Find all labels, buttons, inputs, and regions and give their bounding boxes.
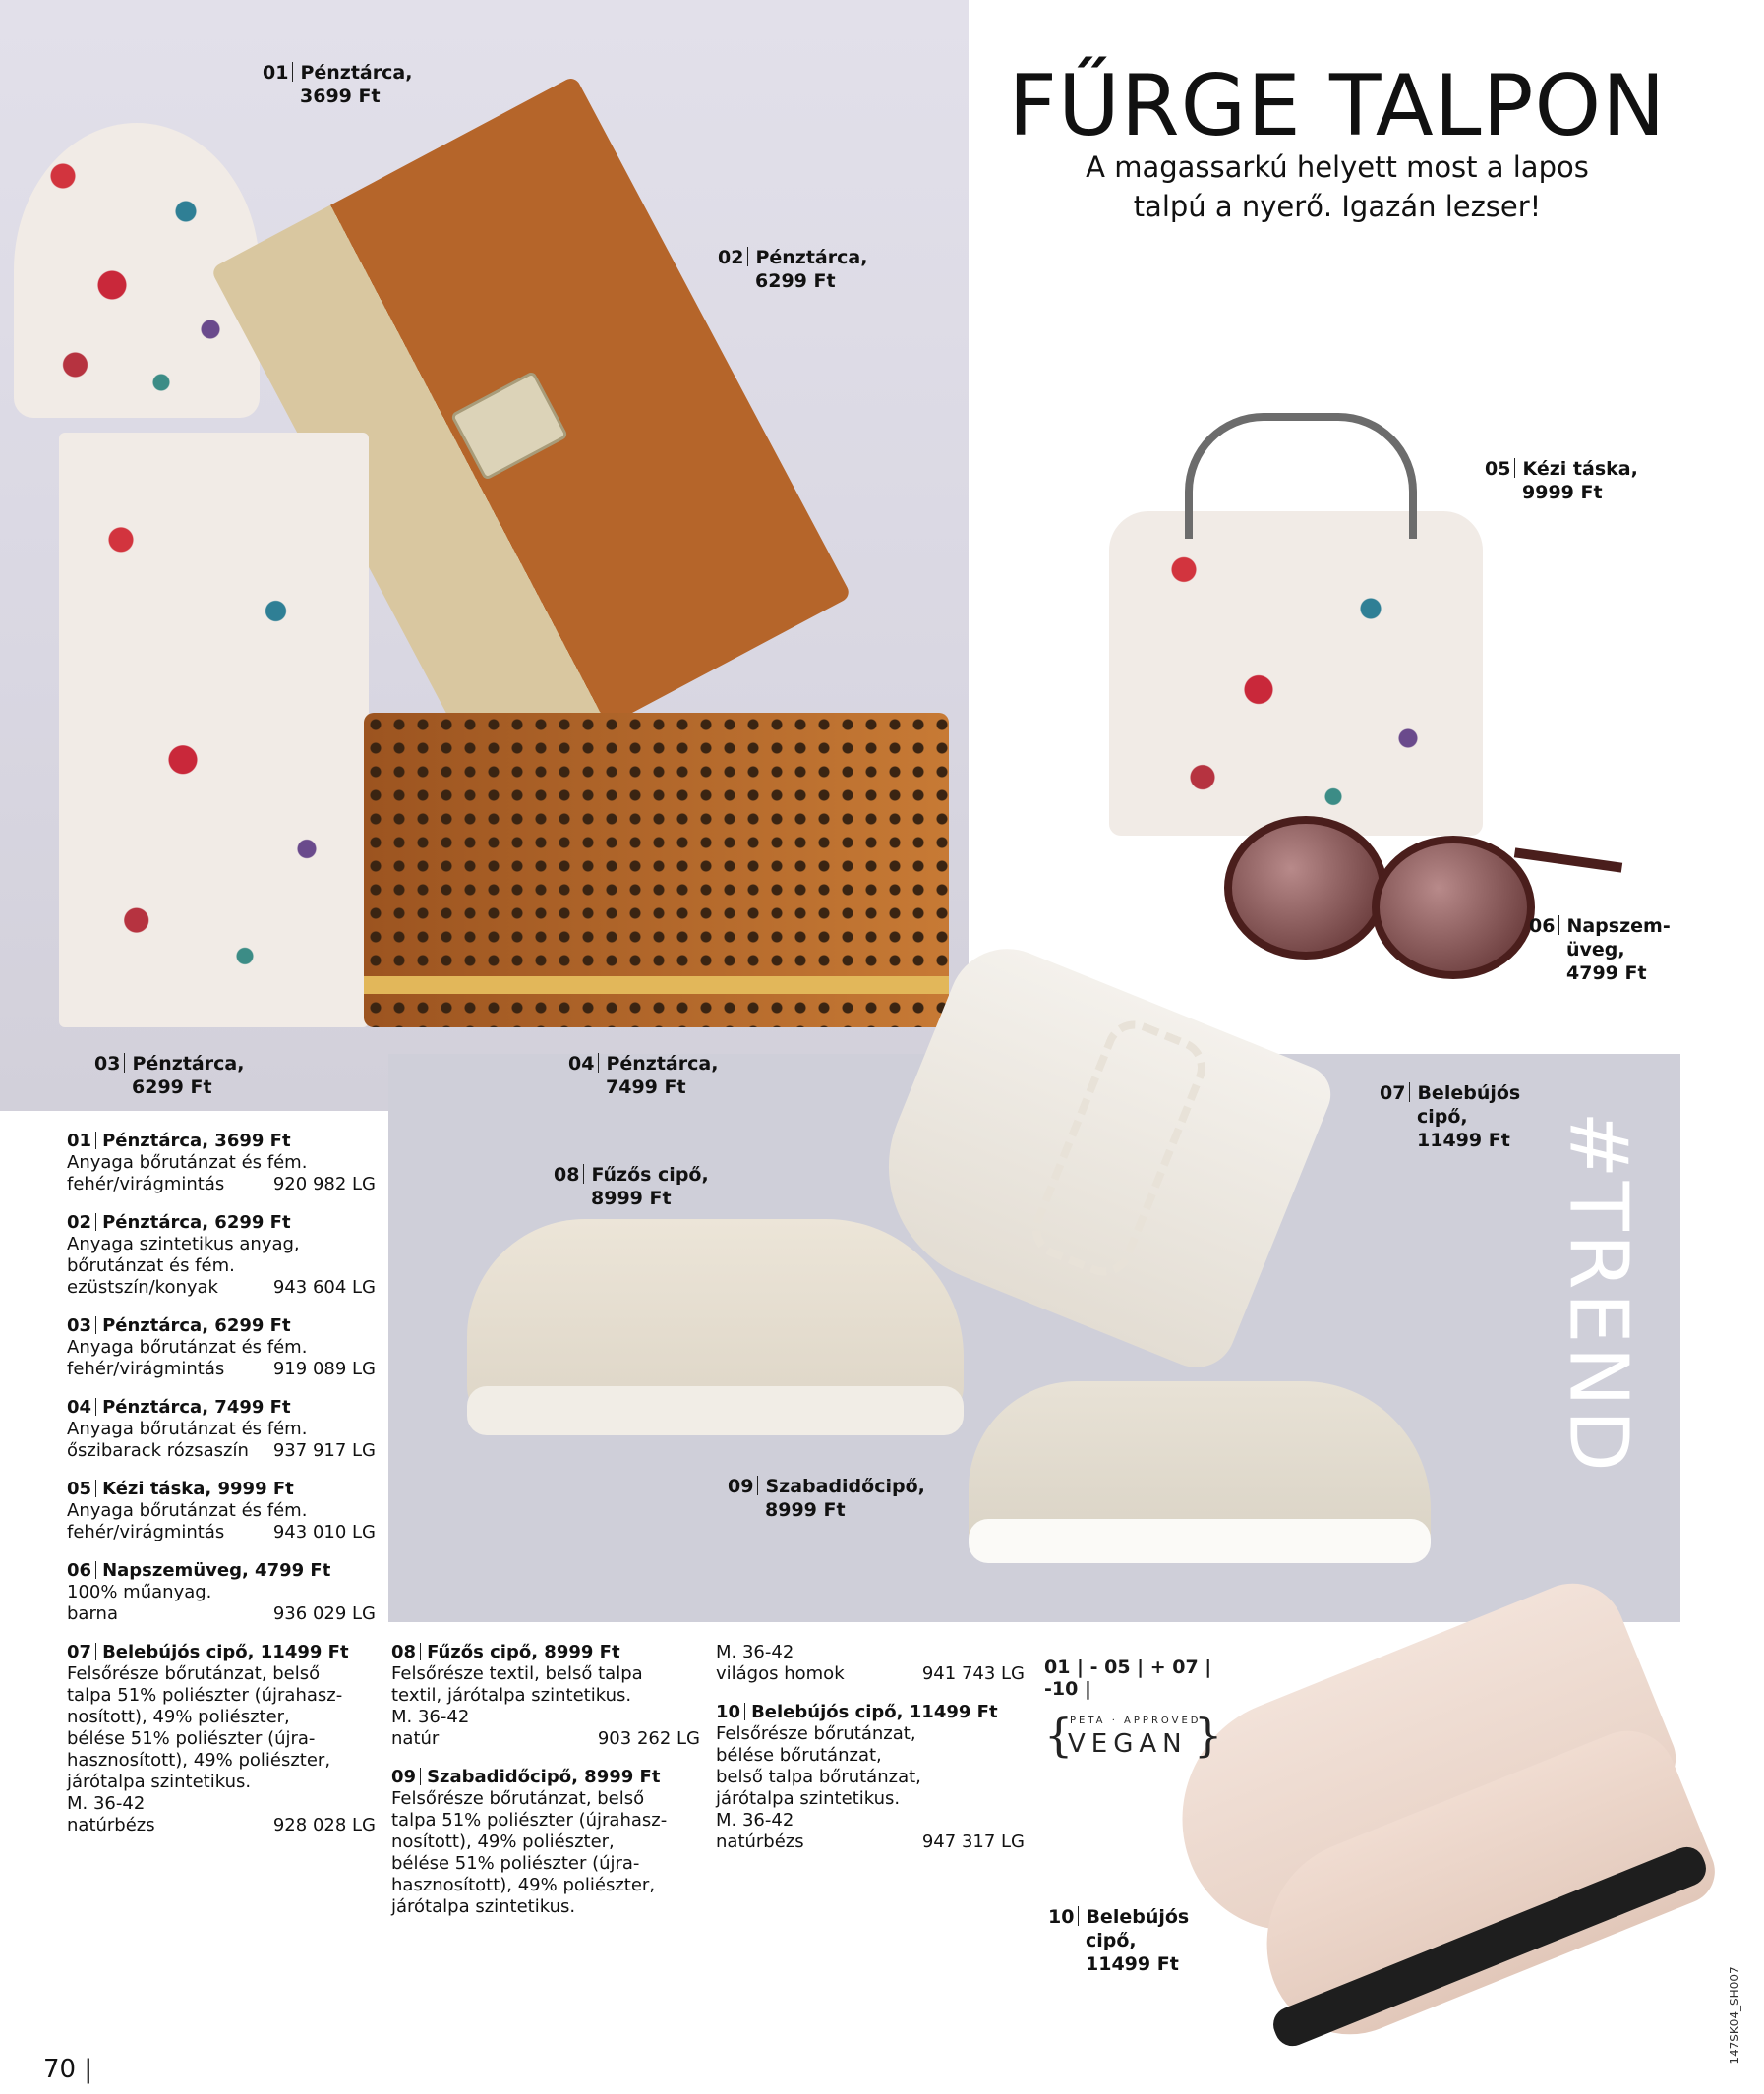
page-title: FŰRGE TALPON	[1008, 57, 1667, 155]
floral-handbag-image	[1109, 511, 1483, 836]
description-09: 09 Szabadidőcipő, 8999 Ft Felsőrésze bőrutánzat, belső talpa 51% poliészter (újrahasz- nosított), 49% poliészter, bélése 51% poliészter (újra- hasznosított), 49% poliészter, járótalpa szintetikus.	[391, 1767, 668, 1917]
vegan-text: VEGAN	[1068, 1729, 1188, 1759]
subtitle-line-2: talpú a nyerő. Igazán lezser!	[1133, 190, 1542, 223]
trend-label	[1551, 1086, 1645, 1499]
description-01: 01 Pénztárca, 3699 Ft Anyaga bőrutánzat és fém. fehér/virágmintás 920 982 LG	[67, 1131, 376, 1194]
peta-vegan-logo: { PETA · APPROVED VEGAN }	[1044, 1709, 1223, 1762]
sneaker-09-sole	[969, 1519, 1431, 1563]
perforated-wallet-gold-strip	[364, 976, 949, 994]
catalog-code: 147SK04_SH007	[1728, 1966, 1741, 2065]
description-02: 02 Pénztárca, 6299 Ft Anyaga szintetikus anyag, bőrutánzat és fém. ezüstszín/konyak 943 604 LG	[67, 1212, 376, 1298]
peta-approved-text: PETA · APPROVED	[1070, 1716, 1202, 1726]
page-number: 70 |	[43, 2055, 93, 2084]
price-tag-01: 01 Pénztárca, 3699 Ft	[263, 62, 413, 107]
price-tag-08: 08 Fűzős cipő, 8999 Ft	[554, 1164, 709, 1209]
sunglasses-right-lens	[1372, 836, 1535, 979]
description-column-1	[67, 1131, 376, 1853]
sunglasses-left-lens	[1224, 816, 1387, 960]
description-column-2	[391, 1642, 700, 1935]
price-tag-05: 05 Kézi táska, 9999 Ft	[1485, 458, 1638, 503]
trend-text: #TREND	[1551, 1110, 1645, 1476]
handbag-handle	[1185, 413, 1417, 539]
price-tag-07: 07 Belebújós cipő, 11499 Ft	[1380, 1082, 1521, 1151]
floral-wallet-image	[59, 433, 369, 1027]
price-tag-06: 06 Napszem- üveg, 4799 Ft	[1529, 915, 1671, 984]
page-subtitle	[983, 147, 1691, 226]
subtitle-line-1: A magassarkú helyett most a lapos	[1086, 150, 1589, 184]
sunglasses-temple	[1514, 847, 1622, 872]
price-tag-02: 02 Pénztárca, 6299 Ft	[718, 247, 868, 292]
price-tag-09: 09 Szabadidőcipő, 8999 Ft	[728, 1476, 925, 1521]
vegan-info	[1044, 1657, 1221, 1765]
description-06: 06 Napszemüveg, 4799 Ft 100% műanyag. barna 936 029 LG	[67, 1560, 376, 1624]
lace-up-shoe-08-sole	[467, 1386, 964, 1435]
description-03: 03 Pénztárca, 6299 Ft Anyaga bőrutánzat és fém. fehér/virágmintás 919 089 LG	[67, 1315, 376, 1379]
description-10: 10 Belebújós cipő, 11499 Ft Felsőrésze bőrutánzat, bélése bőrutánzat, belső talpa bőrutánzat, járótalpa szintetikus. M. 36-42 natúrbézs 947 317 LG	[716, 1702, 1025, 1852]
description-09-continued: M. 36-42 világos homok 941 743 LG	[716, 1642, 1025, 1684]
description-column-3	[716, 1642, 1025, 1870]
description-08: 08 Fűzős cipő, 8999 Ft Felsőrésze textil, belső talpa textil, járótalpa szintetikus. M. 36-42 natúr 903 262 LG	[391, 1642, 700, 1749]
description-05: 05 Kézi táska, 9999 Ft Anyaga bőrutánzat és fém. fehér/virágmintás 943 010 LG	[67, 1479, 376, 1542]
price-tag-04: 04 Pénztárca, 7499 Ft	[568, 1053, 719, 1098]
price-tag-03: 03 Pénztárca, 6299 Ft	[94, 1053, 245, 1098]
description-07: 07 Belebújós cipő, 11499 Ft Felsőrésze bőrutánzat, belső talpa 51% poliészter (újrahasz- nosított), 49% poliészter, bélése 51% poliészter (újra- hasznosított), 49% poliészter, járótalpa szintetikus. M. 36-42 natúrbézs 928 028 LG	[67, 1642, 376, 1835]
description-04: 04 Pénztárca, 7499 Ft Anyaga bőrutánzat és fém. őszibarack rózsaszín 937 917 LG	[67, 1397, 376, 1461]
vegan-items: 01 | - 05 | + 07 | -10 |	[1044, 1657, 1212, 1700]
price-tag-10: 10 Belebújós cipő, 11499 Ft	[1048, 1906, 1190, 1975]
